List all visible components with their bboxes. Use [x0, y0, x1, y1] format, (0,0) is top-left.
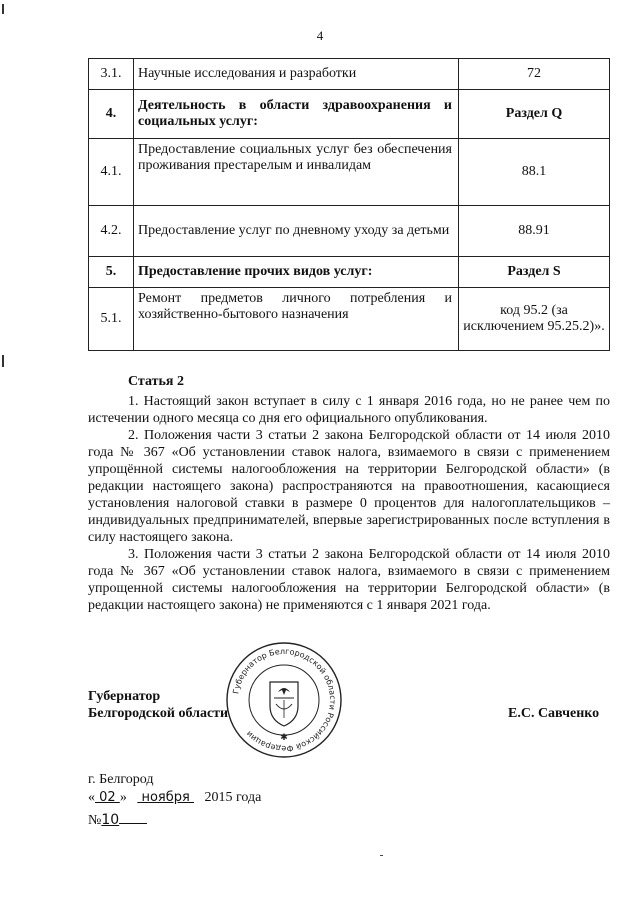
article-body [88, 393, 610, 614]
article-title: Статья 2 [128, 374, 184, 389]
coat-of-arms-icon [270, 682, 298, 726]
row-number: 4.1. [89, 139, 134, 206]
row-code: Раздел Q [459, 90, 610, 139]
row-code: 72 [459, 59, 610, 90]
row-activity-name: Ремонт предметов личного потребления и хозяйственно-бытового назначения [134, 288, 459, 351]
law-number-value: 10 [101, 812, 120, 828]
signatory-title [88, 688, 228, 722]
law-number [88, 812, 147, 829]
signatory-title-line: Белгородской области [88, 706, 229, 721]
seal-text: Губернатор Белгородской области Российской Федерации [231, 646, 338, 754]
margin-mark [2, 4, 4, 14]
law-number-underline [119, 823, 147, 824]
table-row [89, 288, 610, 351]
row-activity-name: Деятельность в области здравоохранения и социальных услуг: [134, 90, 459, 139]
row-code: 88.91 [459, 206, 610, 257]
row-activity-name: Предоставление прочих видов услуг: [134, 257, 459, 288]
signing-date [88, 790, 261, 806]
signatory-title-line: Губернатор [88, 689, 161, 704]
law-number-prefix: № [88, 813, 102, 828]
table-row [89, 257, 610, 288]
row-number: 4. [89, 90, 134, 139]
row-code: код 95.2 (за исключением 95.25.2)». [459, 288, 610, 351]
table-row [89, 139, 610, 206]
table-row [89, 90, 610, 139]
article-paragraph: 3. Положения части 3 статьи 2 закона Белгородской области от 14 июля 2010 года № 367 «Об установлении ставок налога, взимаемого в связи с применением упрощенной системы налогообложения на территории Белгородской области» (в редакции настоящего закона) не применяются с 1 января 2021 года. [88, 547, 610, 613]
row-number: 3.1. [89, 59, 134, 90]
date-month: ноября [137, 790, 194, 805]
row-activity-name: Научные исследования и разработки [134, 59, 459, 90]
place-of-signing: г. Белгород [88, 772, 154, 787]
date-quote-close: » [119, 790, 127, 805]
date-quote-open: « [88, 790, 95, 805]
article-paragraph: 1. Настоящий закон вступает в силу с 1 января 2016 года, но не ранее чем по истечении одного месяца со дня его официального опубликования. [88, 394, 610, 426]
row-activity-name: Предоставление социальных услуг без обеспечения проживания престарелым и инвалидам [134, 139, 459, 206]
article-paragraph: 2. Положения части 3 статьи 2 закона Белгородской области от 14 июля 2010 года № 367 «Об установлении ставок налога, взимаемого в связи с применением упрощённой системы налогообложения на территории Белгородской области» (в редакции настоящего закона) распространяются на правоотношения, касающиеся установления налоговой ставки в размере 0 процентов для налогоплательщиков – индивидуальных предпринимателей, впервые зарегистрированных после вступления в силу настоящего закона. [88, 428, 610, 545]
date-year: 2015 года [204, 790, 262, 805]
date-day: 02 [95, 790, 120, 805]
signatory-name: Е.С. Савченко [508, 706, 600, 721]
star-icon: ✱ [280, 732, 288, 742]
row-code: Раздел S [459, 257, 610, 288]
row-code: 88.1 [459, 139, 610, 206]
stray-mark [380, 855, 383, 856]
row-activity-name: Предоставление услуг по дневному уходу за детьми [134, 206, 459, 257]
table-row [89, 59, 610, 90]
table-row [89, 206, 610, 257]
row-number: 5. [89, 257, 134, 288]
page-number: 4 [316, 28, 324, 43]
margin-mark [2, 355, 4, 367]
activities-table [88, 58, 610, 351]
row-number: 5.1. [89, 288, 134, 351]
row-number: 4.2. [89, 206, 134, 257]
official-seal [224, 640, 344, 760]
